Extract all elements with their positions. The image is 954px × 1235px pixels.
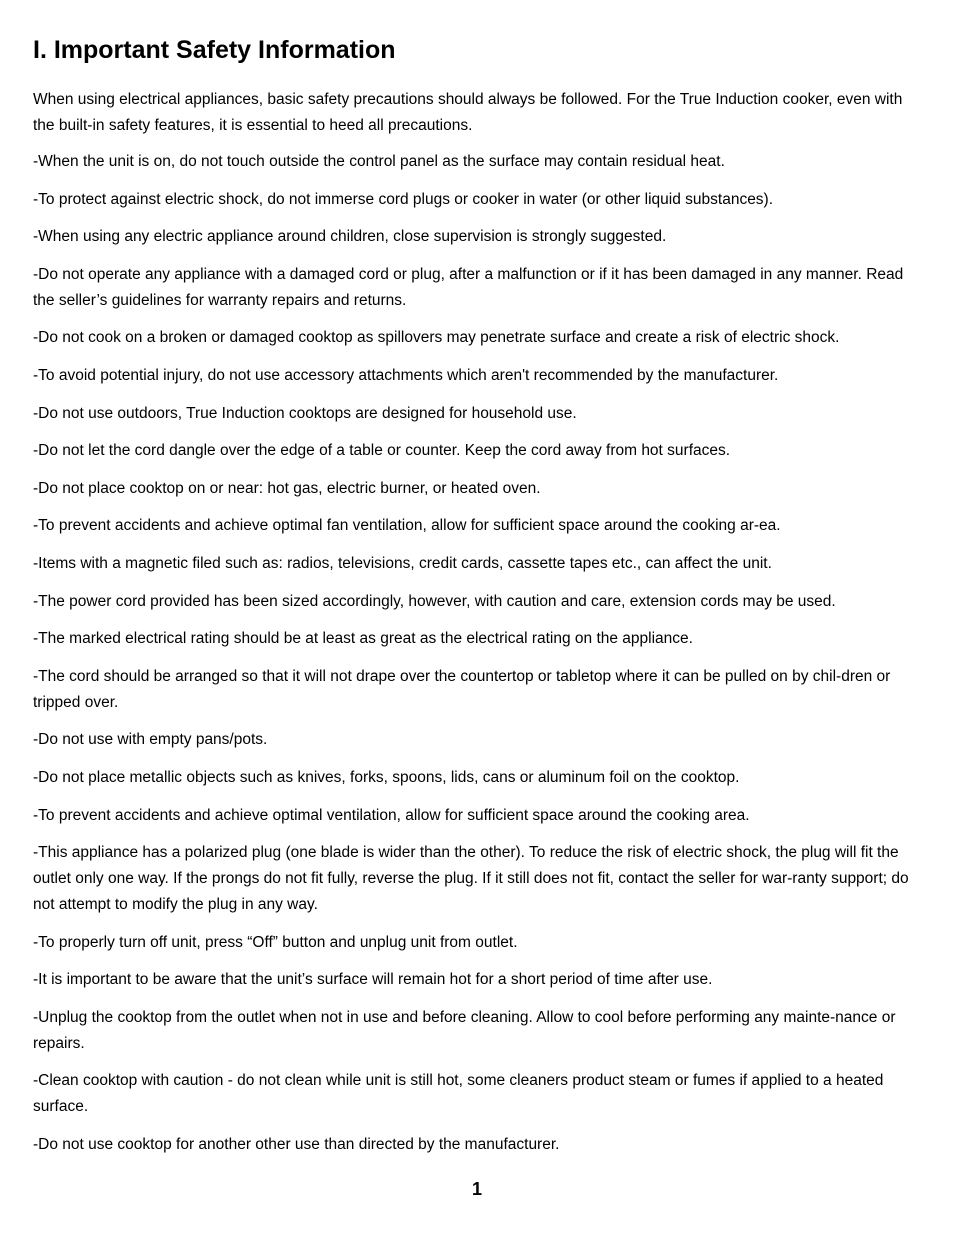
safety-item: -When using any electric appliance around children, close supervision is strongly suggested.: [33, 228, 667, 246]
safety-item: -To prevent accidents and achieve optimal fan ventilation, allow for sufficient space around the cooking ar-ea.: [33, 517, 781, 535]
safety-item: -Items with a magnetic filed such as: radios, televisions, credit cards, cassette tapes etc., can affect the unit.: [33, 554, 772, 572]
safety-item: -When the unit is on, do not touch outside the control panel as the surface may contain residual heat.: [33, 153, 725, 170]
safety-item: -To protect against electric shock, do not immerse cord plugs or cooker in water (or other liquid substances).: [33, 190, 774, 208]
section-title: I. Important Safety Information: [33, 36, 396, 64]
safety-item: -Do not let the cord dangle over the edge of a table or counter. Keep the cord away from hot surfaces.: [33, 442, 731, 460]
safety-item: -Do not use outdoors, True Induction cooktops are designed for household use.: [33, 404, 577, 422]
safety-item: -To avoid potential injury, do not use accessory attachments which aren't recommended by the manufacturer.: [33, 366, 779, 384]
safety-item: -The cord should be arranged so that it will not drape over the countertop or tabletop where it can be pulled on by chil-dren or tripped over.: [33, 667, 891, 711]
page-number: 1: [471, 1179, 482, 1199]
safety-item: -Do not place metallic objects such as knives, forks, spoons, lids, cans or aluminum foil on the cooktop.: [33, 768, 740, 786]
safety-item: -Do not operate any appliance with a damaged cord or plug, after a malfunction or if it has been damaged in any manner. Read the seller’s guidelines for warranty repairs and returns.: [33, 265, 904, 309]
safety-item: -Do not use with empty pans/pots.: [33, 731, 268, 749]
intro-paragraph: When using electrical appliances, basic safety precautions should always be followed. For the True Induction cooker, even with the built-in safety features, it is essential to heed all precautions.: [33, 91, 903, 134]
safety-items-list: [33, 149, 921, 1158]
safety-item: -Do not place cooktop on or near: hot gas, electric burner, or heated oven.: [33, 479, 541, 497]
safety-item: -Clean cooktop with caution - do not clean while unit is still hot, some cleaners product steam or fumes if applied to a heated surface.: [33, 1072, 884, 1116]
safety-item: -To prevent accidents and achieve optimal ventilation, allow for sufficient space around the cooking area.: [33, 806, 750, 824]
safety-item: -The marked electrical rating should be at least as great as the electrical rating on the appliance.: [33, 630, 693, 648]
document-page: [33, 34, 921, 1170]
safety-item: -It is important to be aware that the unit’s surface will remain hot for a short period of time after use.: [33, 971, 713, 989]
safety-item: -Do not cook on a broken or damaged cooktop as spillovers may penetrate surface and create a risk of electric shock.: [33, 329, 840, 347]
safety-item: -Do not use cooktop for another other use than directed by the manufacturer.: [33, 1136, 560, 1154]
safety-item: -The power cord provided has been sized accordingly, however, with caution and care, extension cords may be used.: [33, 592, 836, 610]
safety-item: -This appliance has a polarized plug (one blade is wider than the other). To reduce the risk of electric shock, the plug will fit the outlet only one way. If the prongs do not fit fully, reverse the plug. If it still does not fit, contact the seller for war-ranty support; do not attempt to modify the plug in any way.: [33, 844, 909, 914]
safety-item: -Unplug the cooktop from the outlet when not in use and before cleaning. Allow to cool before performing any mainte-nance or repairs.: [33, 1008, 896, 1052]
safety-item: -To properly turn off unit, press “Off” button and unplug unit from outlet.: [33, 933, 518, 951]
